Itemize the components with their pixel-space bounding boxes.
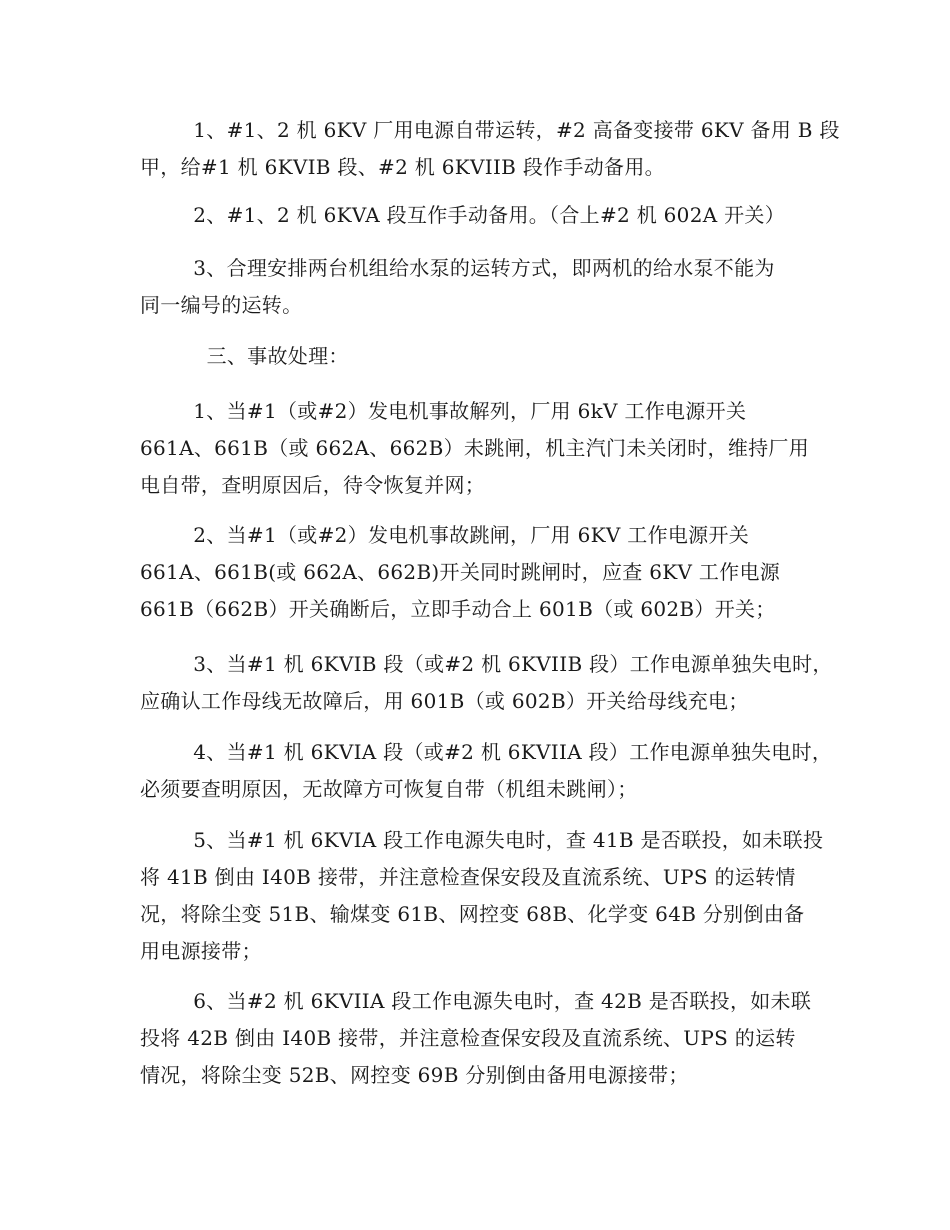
paragraph-3 <box>140 250 810 324</box>
paragraph-line: 同一编号的运转。 <box>140 293 303 317</box>
heading-line: 三、事故处理： <box>140 344 349 368</box>
paragraph-1 <box>140 112 840 186</box>
paragraph-line: 2、当#1（或#2）发电机事故跳闸，厂用 6KV 工作电源开关 <box>140 523 750 547</box>
paragraph-line: 661B（662B）开关确断后，立即手动合上 601B（或 602B）开关； <box>140 597 776 621</box>
paragraph-line: 情况，将除尘变 52B、网控变 69B 分别倒由备用电源接带； <box>140 1063 689 1087</box>
paragraph-line: 1、#1、2 机 6KV 厂用电源自带运转，#2 高备变接带 6KV 备用 B 段 <box>140 118 840 142</box>
paragraph-line: 661A、661B(或 662A、662B)开关同时跳闸时，应查 6KV 工作电源 <box>140 560 781 584</box>
section-heading <box>140 338 810 375</box>
paragraph-2 <box>140 197 810 234</box>
paragraph-line: 1、当#1（或#2）发电机事故解列，厂用 6kV 工作电源开关 <box>140 399 747 423</box>
paragraph-9 <box>140 983 810 1094</box>
paragraph-6 <box>140 646 833 720</box>
paragraph-line: 用电源接带； <box>140 939 262 963</box>
paragraph-line: 2、#1、2 机 6KVA 段互作手动备用。（合上#2 机 602A 开关） <box>140 203 786 227</box>
paragraph-line: 4、当#1 机 6KVIA 段（或#2 机 6KVIIA 段）工作电源单独失电时， <box>140 740 833 764</box>
paragraph-line: 必须要查明原因，无故障方可恢复自带（机组未跳闸）； <box>140 777 638 801</box>
paragraph-4 <box>140 393 810 504</box>
paragraph-8 <box>140 822 824 970</box>
paragraph-5 <box>140 517 810 628</box>
paragraph-line: 661A、661B（或 662A、662B）未跳闸，机主汽门未关闭时，维持厂用 <box>140 436 810 460</box>
paragraph-line: 5、当#1 机 6KVIA 段工作电源失电时，查 41B 是否联投，如未联投 <box>140 828 824 852</box>
paragraph-line: 将 41B 倒由 I40B 接带，并注意检查保安段及直流系统、UPS 的运转情 <box>140 865 796 889</box>
paragraph-line: 投将 42B 倒由 I40B 接带，并注意检查保安段及直流系统、UPS 的运转 <box>140 1026 796 1050</box>
paragraph-7 <box>140 734 833 808</box>
paragraph-line: 况，将除尘变 51B、输煤变 61B、网控变 68B、化学变 64B 分别倒由备 <box>140 902 805 926</box>
paragraph-line: 3、当#1 机 6KVIB 段（或#2 机 6KVIIB 段）工作电源单独失电时， <box>140 652 833 676</box>
paragraph-line: 应确认工作母线无故障后，用 601B（或 602B）开关给母线充电； <box>140 689 749 713</box>
paragraph-line: 6、当#2 机 6KVIIA 段工作电源失电时，查 42B 是否联投，如未联 <box>140 989 812 1013</box>
paragraph-line: 甲，给#1 机 6KVIB 段、#2 机 6KVIIB 段作手动备用。 <box>140 155 665 179</box>
paragraph-line: 3、合理安排两台机组给水泵的运转方式，即两机的给水泵不能为 <box>140 256 775 280</box>
paragraph-line: 电自带，查明原因后，待令恢复并网； <box>140 473 486 497</box>
